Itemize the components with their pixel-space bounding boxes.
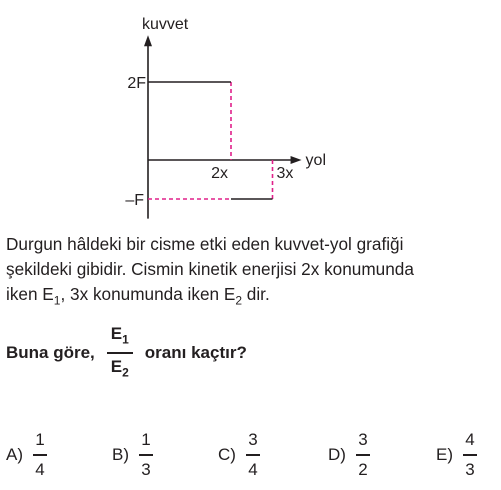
subscript: 1 <box>53 293 61 308</box>
fraction-bar <box>246 454 260 456</box>
numerator: 1 <box>141 430 151 449</box>
x-tick-label: 3x <box>276 165 294 182</box>
denominator: 3 <box>465 459 475 479</box>
choice-fraction <box>33 430 47 480</box>
choice-b[interactable] <box>112 430 157 480</box>
denominator: 4 <box>248 459 258 479</box>
choice-fraction <box>139 430 153 480</box>
choice-letter: E) <box>436 444 453 464</box>
text: iken E <box>6 284 54 304</box>
text: dir. <box>242 284 270 304</box>
paragraph-line: şekildeki gibidir. Cismin kinetik enerjisi 2x konumunda <box>6 259 414 279</box>
paragraph-line: Durgun hâldeki bir cisme etki eden kuvvet-yol grafiği <box>6 234 404 254</box>
numerator: 1 <box>35 430 45 449</box>
prompt-suffix: oranı kaçtır? <box>144 343 247 363</box>
choice-c[interactable] <box>218 430 264 480</box>
fraction-bar <box>33 454 47 456</box>
denominator: 4 <box>35 459 45 479</box>
x-axis-label: yol <box>305 152 327 169</box>
ratio-fraction <box>107 324 133 383</box>
ratio-denominator <box>111 357 129 382</box>
fraction-bar <box>463 454 477 456</box>
choice-fraction <box>356 430 370 480</box>
choice-e[interactable] <box>436 430 481 480</box>
text: E <box>110 324 123 343</box>
subscript: 2 <box>235 293 243 308</box>
axis-labels <box>125 16 326 209</box>
question-paragraph <box>6 232 492 313</box>
paragraph-line <box>6 282 492 313</box>
denominator: 2 <box>358 459 368 479</box>
text: E <box>110 357 123 377</box>
force-distance-graph <box>0 0 501 225</box>
prompt-prefix: Buna göre, <box>6 343 95 363</box>
x-axis-arrow <box>291 156 302 164</box>
axes <box>144 35 302 218</box>
question-prompt <box>6 324 247 383</box>
numerator: 3 <box>248 430 258 449</box>
x-tick-label: 2x <box>211 165 228 182</box>
choice-fraction <box>463 430 477 480</box>
choice-letter: C) <box>218 444 236 464</box>
choice-letter: A) <box>6 444 23 464</box>
y-axis-arrow <box>144 35 152 46</box>
denominator: 3 <box>141 459 151 479</box>
choice-a[interactable] <box>6 430 51 480</box>
y-tick-label: 2F <box>127 75 146 92</box>
choice-fraction <box>246 430 260 480</box>
fraction-bar <box>107 352 133 354</box>
subscript: 2 <box>122 365 129 380</box>
choice-d[interactable] <box>328 430 374 480</box>
numerator: 4 <box>465 430 475 449</box>
numerator: 3 <box>358 430 368 449</box>
y-tick-label: –F <box>125 192 144 209</box>
y-axis-label: kuvvet <box>142 16 189 34</box>
fraction-bar <box>139 454 153 456</box>
choice-letter: D) <box>328 444 346 464</box>
subscript: 1 <box>122 332 129 347</box>
fraction-bar <box>356 454 370 456</box>
choice-letter: B) <box>112 444 129 464</box>
ratio-numerator <box>111 324 129 349</box>
text: , 3x konumunda iken E <box>60 284 236 304</box>
